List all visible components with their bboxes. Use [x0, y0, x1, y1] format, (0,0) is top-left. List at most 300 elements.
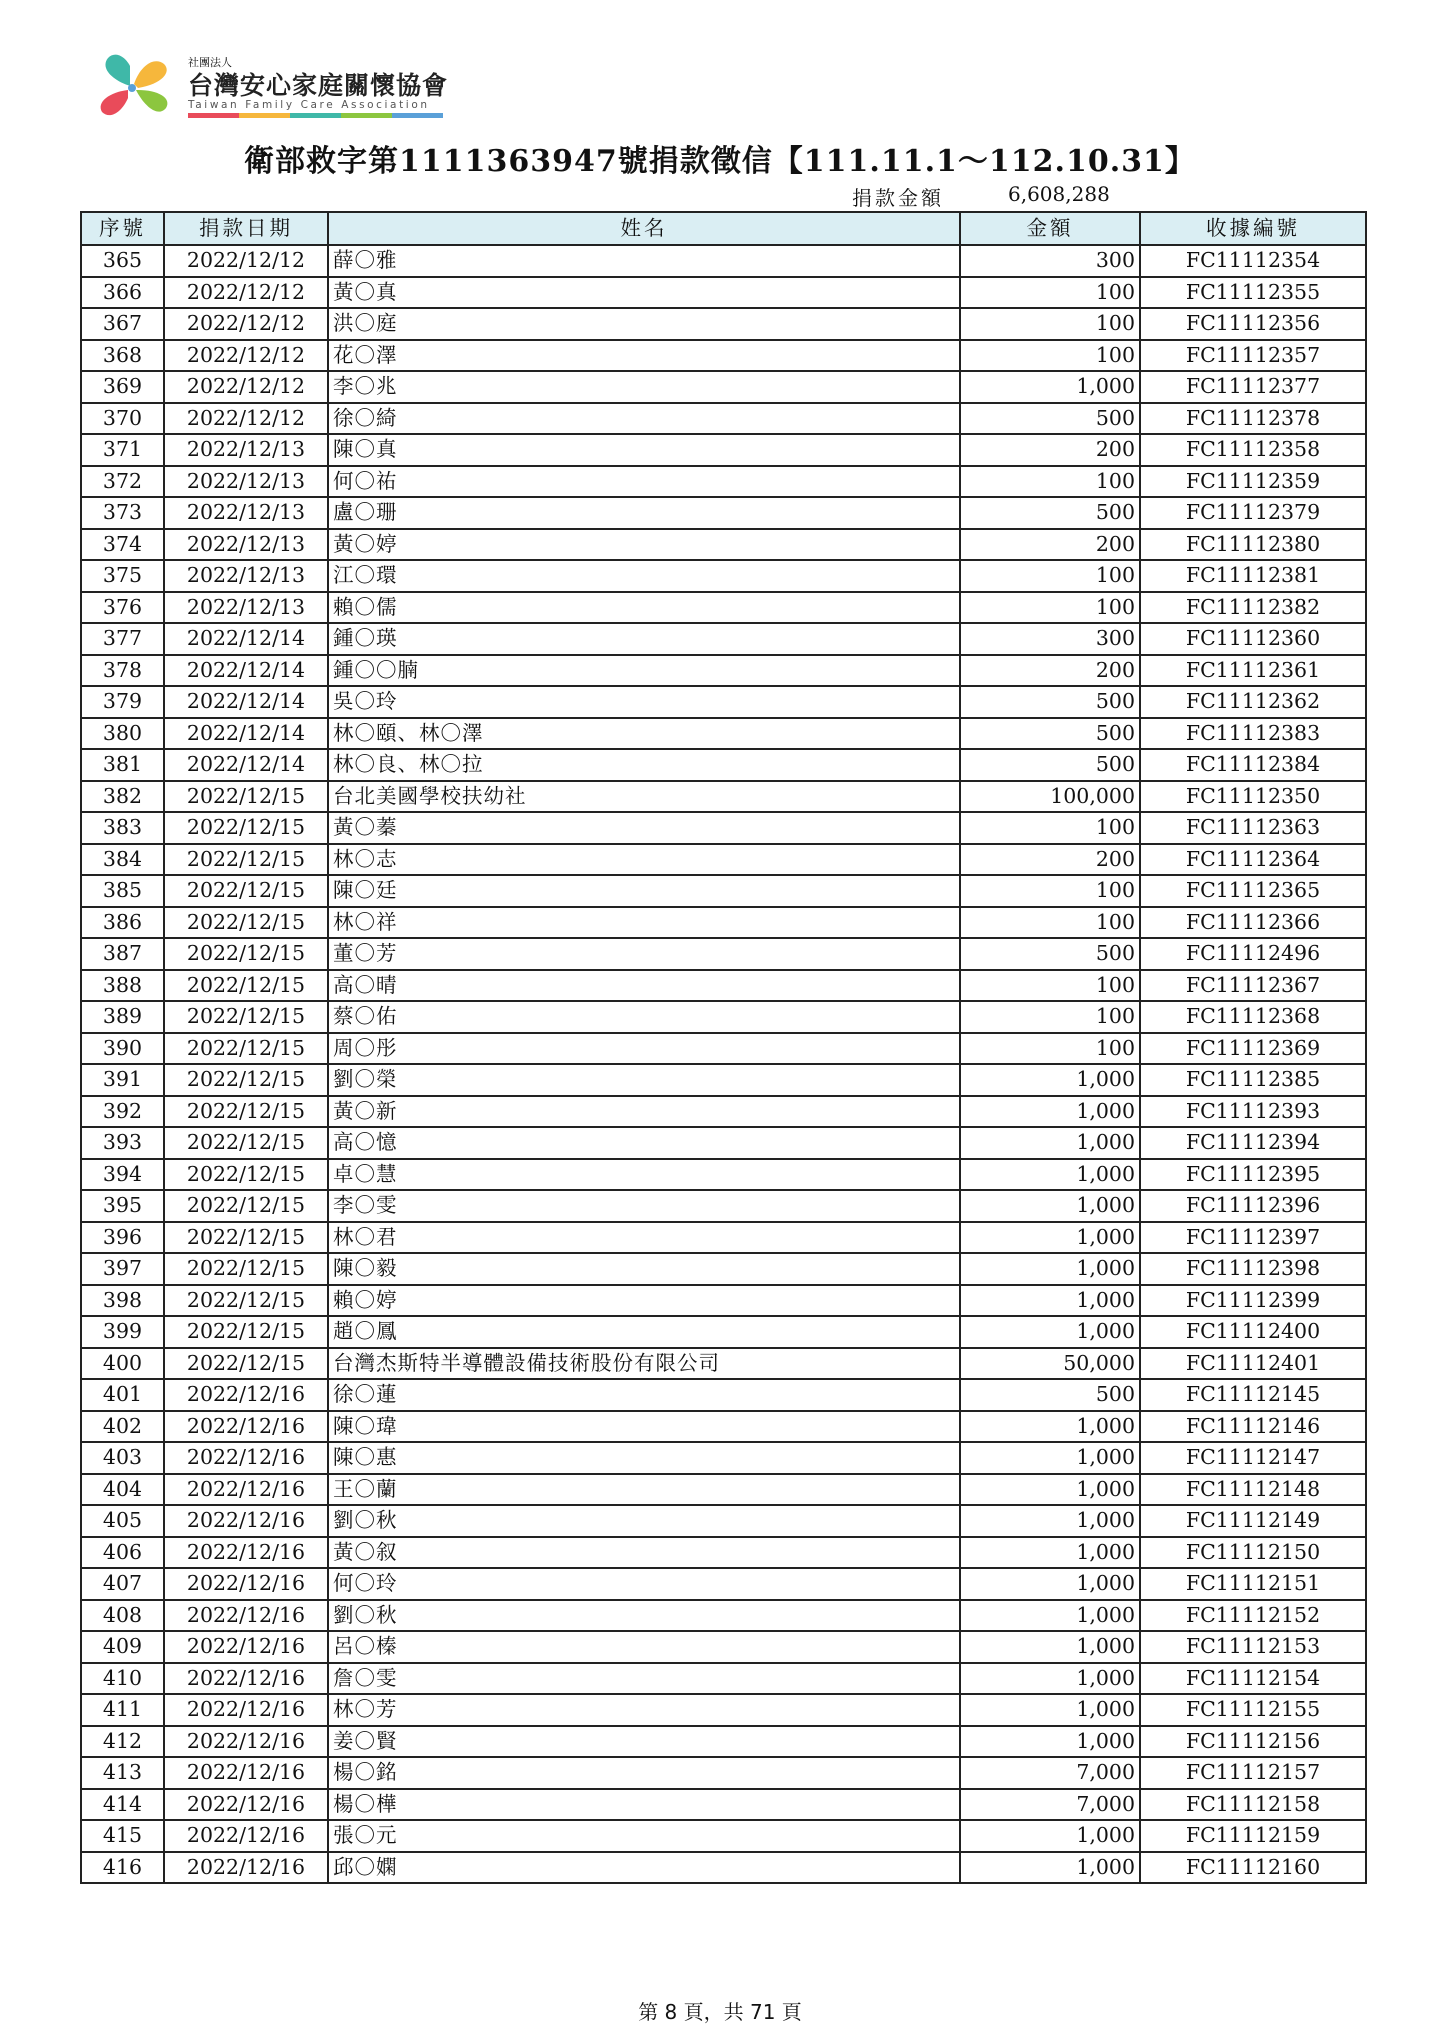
table-row: [81, 1663, 1366, 1695]
cell-date: 2022/12/15: [164, 1253, 328, 1285]
cell-amount: 1,000: [960, 1820, 1140, 1852]
cell-amount: 300: [960, 245, 1140, 277]
cell-name: 黃〇新: [328, 1096, 960, 1128]
cell-seq: 371: [81, 434, 164, 466]
cell-receipt: FC11112385: [1140, 1064, 1366, 1096]
cell-seq: 370: [81, 403, 164, 435]
cell-seq: 389: [81, 1001, 164, 1033]
heart-clover-logo-icon: [92, 50, 174, 122]
cell-receipt: FC11112360: [1140, 623, 1366, 655]
cell-name: 楊〇銘: [328, 1757, 960, 1789]
cell-date: 2022/12/14: [164, 686, 328, 718]
cell-name: 鍾〇〇腩: [328, 655, 960, 687]
cell-date: 2022/12/12: [164, 403, 328, 435]
header-seq: 序號: [81, 212, 164, 245]
cell-amount: 100: [960, 1001, 1140, 1033]
cell-amount: 100: [960, 592, 1140, 624]
cell-seq: 401: [81, 1379, 164, 1411]
cell-seq: 410: [81, 1663, 164, 1695]
cell-seq: 380: [81, 718, 164, 750]
cell-receipt: FC11112400: [1140, 1316, 1366, 1348]
cell-name: 邱〇嫻: [328, 1852, 960, 1884]
cell-seq: 386: [81, 907, 164, 939]
cell-name: 劉〇榮: [328, 1064, 960, 1096]
cell-name: 張〇元: [328, 1820, 960, 1852]
cell-date: 2022/12/15: [164, 1064, 328, 1096]
cell-amount: 200: [960, 844, 1140, 876]
table-row: [81, 970, 1366, 1002]
cell-seq: 407: [81, 1568, 164, 1600]
cell-receipt: FC11112159: [1140, 1820, 1366, 1852]
header-receipt: 收據編號: [1140, 212, 1366, 245]
cell-name: 卓〇慧: [328, 1159, 960, 1191]
table-row: [81, 1127, 1366, 1159]
table-row: [81, 1253, 1366, 1285]
cell-seq: 379: [81, 686, 164, 718]
cell-amount: 500: [960, 686, 1140, 718]
cell-amount: 1,000: [960, 1190, 1140, 1222]
cell-receipt: FC11112145: [1140, 1379, 1366, 1411]
cell-seq: 372: [81, 466, 164, 498]
table-row: [81, 1820, 1366, 1852]
cell-date: 2022/12/16: [164, 1442, 328, 1474]
cell-date: 2022/12/16: [164, 1852, 328, 1884]
table-row: [81, 340, 1366, 372]
table-row: [81, 1789, 1366, 1821]
table-row: [81, 1852, 1366, 1884]
cell-date: 2022/12/15: [164, 1222, 328, 1254]
cell-receipt: FC11112156: [1140, 1726, 1366, 1758]
cell-seq: 368: [81, 340, 164, 372]
table-row: [81, 686, 1366, 718]
cell-name: 徐〇蓮: [328, 1379, 960, 1411]
table-row: [81, 371, 1366, 403]
cell-receipt: FC11112359: [1140, 466, 1366, 498]
cell-receipt: FC11112378: [1140, 403, 1366, 435]
cell-receipt: FC11112395: [1140, 1159, 1366, 1191]
cell-receipt: FC11112382: [1140, 592, 1366, 624]
cell-date: 2022/12/14: [164, 749, 328, 781]
cell-date: 2022/12/16: [164, 1568, 328, 1600]
cell-name: 趙〇鳳: [328, 1316, 960, 1348]
cell-seq: 388: [81, 970, 164, 1002]
table-row: [81, 403, 1366, 435]
cell-name: 李〇雯: [328, 1190, 960, 1222]
cell-date: 2022/12/16: [164, 1600, 328, 1632]
cell-receipt: FC11112155: [1140, 1694, 1366, 1726]
table-row: [81, 1537, 1366, 1569]
cell-receipt: FC11112153: [1140, 1631, 1366, 1663]
cell-amount: 1,000: [960, 1663, 1140, 1695]
header-name: 姓名: [328, 212, 960, 245]
cell-amount: 100: [960, 340, 1140, 372]
cell-seq: 398: [81, 1285, 164, 1317]
cell-seq: 391: [81, 1064, 164, 1096]
table-row: [81, 277, 1366, 309]
cell-amount: 1,000: [960, 1159, 1140, 1191]
cell-receipt: FC11112496: [1140, 938, 1366, 970]
cell-name: 林〇良、林〇拉: [328, 749, 960, 781]
cell-receipt: FC11112149: [1140, 1505, 1366, 1537]
cell-date: 2022/12/15: [164, 812, 328, 844]
cell-seq: 408: [81, 1600, 164, 1632]
table-row: [81, 749, 1366, 781]
cell-name: 吳〇玲: [328, 686, 960, 718]
cell-receipt: FC11112362: [1140, 686, 1366, 718]
table-row: [81, 1096, 1366, 1128]
organization-logo: [92, 50, 452, 122]
cell-name: 洪〇庭: [328, 308, 960, 340]
cell-name: 台灣杰斯特半導體設備技術股份有限公司: [328, 1348, 960, 1380]
cell-name: 林〇芳: [328, 1694, 960, 1726]
cell-seq: 397: [81, 1253, 164, 1285]
table-row: [81, 1568, 1366, 1600]
cell-amount: 1,000: [960, 1726, 1140, 1758]
cell-seq: 402: [81, 1411, 164, 1443]
cell-date: 2022/12/13: [164, 529, 328, 561]
cell-receipt: FC11112152: [1140, 1600, 1366, 1632]
cell-name: 劉〇秋: [328, 1600, 960, 1632]
cell-receipt: FC11112157: [1140, 1757, 1366, 1789]
cell-amount: 300: [960, 623, 1140, 655]
brand-color-bar: [188, 113, 443, 118]
cell-date: 2022/12/13: [164, 497, 328, 529]
table-row: [81, 529, 1366, 561]
table-row: [81, 1757, 1366, 1789]
cell-seq: 369: [81, 371, 164, 403]
cell-seq: 395: [81, 1190, 164, 1222]
cell-name: 徐〇綺: [328, 403, 960, 435]
cell-receipt: FC11112379: [1140, 497, 1366, 529]
cell-seq: 366: [81, 277, 164, 309]
org-name: 台灣安心家庭關懷協會: [188, 71, 449, 100]
cell-name: 黃〇蓁: [328, 812, 960, 844]
cell-amount: 50,000: [960, 1348, 1140, 1380]
table-row: [81, 781, 1366, 813]
cell-date: 2022/12/12: [164, 308, 328, 340]
table-row: [81, 1190, 1366, 1222]
cell-date: 2022/12/15: [164, 1033, 328, 1065]
table-row: [81, 466, 1366, 498]
cell-name: 黃〇真: [328, 277, 960, 309]
cell-receipt: FC11112398: [1140, 1253, 1366, 1285]
cell-name: 高〇憶: [328, 1127, 960, 1159]
cell-receipt: FC11112361: [1140, 655, 1366, 687]
cell-date: 2022/12/16: [164, 1694, 328, 1726]
page-footer: 第 8 頁，共 71 頁: [638, 2000, 802, 2024]
cell-date: 2022/12/12: [164, 245, 328, 277]
cell-receipt: FC11112393: [1140, 1096, 1366, 1128]
cell-receipt: FC11112369: [1140, 1033, 1366, 1065]
table-row: [81, 592, 1366, 624]
cell-name: 蔡〇佑: [328, 1001, 960, 1033]
cell-amount: 100: [960, 907, 1140, 939]
table-row: [81, 1285, 1366, 1317]
table-row: [81, 1001, 1366, 1033]
cell-amount: 1,000: [960, 1631, 1140, 1663]
cell-amount: 1,000: [960, 1537, 1140, 1569]
table-row: [81, 308, 1366, 340]
cell-date: 2022/12/16: [164, 1379, 328, 1411]
table-row: [81, 497, 1366, 529]
cell-receipt: FC11112377: [1140, 371, 1366, 403]
cell-receipt: FC11112160: [1140, 1852, 1366, 1884]
cell-name: 董〇芳: [328, 938, 960, 970]
cell-date: 2022/12/13: [164, 560, 328, 592]
table-row: [81, 718, 1366, 750]
cell-amount: 1,000: [960, 1852, 1140, 1884]
cell-seq: 377: [81, 623, 164, 655]
donation-total-label: 捐款金額: [852, 186, 944, 210]
cell-receipt: FC11112350: [1140, 781, 1366, 813]
cell-amount: 500: [960, 403, 1140, 435]
cell-name: 陳〇瑋: [328, 1411, 960, 1443]
cell-receipt: FC11112401: [1140, 1348, 1366, 1380]
cell-amount: 100: [960, 970, 1140, 1002]
cell-name: 詹〇雯: [328, 1663, 960, 1695]
cell-date: 2022/12/15: [164, 970, 328, 1002]
table-row: [81, 1033, 1366, 1065]
cell-date: 2022/12/16: [164, 1631, 328, 1663]
cell-amount: 7,000: [960, 1789, 1140, 1821]
cell-receipt: FC11112357: [1140, 340, 1366, 372]
table-row: [81, 1411, 1366, 1443]
cell-receipt: FC11112151: [1140, 1568, 1366, 1600]
cell-date: 2022/12/16: [164, 1505, 328, 1537]
cell-name: 楊〇樺: [328, 1789, 960, 1821]
cell-date: 2022/12/14: [164, 655, 328, 687]
cell-name: 王〇蘭: [328, 1474, 960, 1506]
cell-seq: 403: [81, 1442, 164, 1474]
table-row: [81, 623, 1366, 655]
cell-name: 何〇玲: [328, 1568, 960, 1600]
table-row: [81, 1694, 1366, 1726]
cell-seq: 406: [81, 1537, 164, 1569]
cell-amount: 500: [960, 718, 1140, 750]
org-name-english: Taiwan Family Care Association: [188, 99, 430, 111]
cell-seq: 405: [81, 1505, 164, 1537]
cell-name: 周〇彤: [328, 1033, 960, 1065]
cell-seq: 390: [81, 1033, 164, 1065]
cell-name: 呂〇榛: [328, 1631, 960, 1663]
cell-amount: 1,000: [960, 1411, 1140, 1443]
cell-amount: 500: [960, 749, 1140, 781]
cell-receipt: FC11112358: [1140, 434, 1366, 466]
cell-seq: 382: [81, 781, 164, 813]
cell-seq: 416: [81, 1852, 164, 1884]
cell-date: 2022/12/16: [164, 1789, 328, 1821]
cell-seq: 411: [81, 1694, 164, 1726]
cell-amount: 500: [960, 1379, 1140, 1411]
cell-name: 何〇祐: [328, 466, 960, 498]
cell-seq: 412: [81, 1726, 164, 1758]
cell-seq: 393: [81, 1127, 164, 1159]
cell-seq: 404: [81, 1474, 164, 1506]
cell-seq: 383: [81, 812, 164, 844]
cell-receipt: FC11112147: [1140, 1442, 1366, 1474]
brand-color-segment: [290, 113, 341, 118]
brand-color-segment: [341, 113, 392, 118]
cell-date: 2022/12/15: [164, 1127, 328, 1159]
cell-seq: 413: [81, 1757, 164, 1789]
cell-date: 2022/12/12: [164, 340, 328, 372]
cell-name: 黃〇婷: [328, 529, 960, 561]
cell-seq: 375: [81, 560, 164, 592]
table-row: [81, 938, 1366, 970]
cell-amount: 100: [960, 875, 1140, 907]
cell-receipt: FC11112158: [1140, 1789, 1366, 1821]
cell-seq: 385: [81, 875, 164, 907]
brand-color-segment: [392, 113, 443, 118]
cell-date: 2022/12/12: [164, 371, 328, 403]
cell-amount: 500: [960, 938, 1140, 970]
cell-receipt: FC11112364: [1140, 844, 1366, 876]
cell-receipt: FC11112399: [1140, 1285, 1366, 1317]
cell-seq: 384: [81, 844, 164, 876]
cell-date: 2022/12/14: [164, 623, 328, 655]
cell-date: 2022/12/13: [164, 434, 328, 466]
cell-name: 林〇祥: [328, 907, 960, 939]
cell-date: 2022/12/13: [164, 466, 328, 498]
table-row: [81, 844, 1366, 876]
cell-receipt: FC11112354: [1140, 245, 1366, 277]
cell-amount: 100: [960, 277, 1140, 309]
table-row: [81, 1505, 1366, 1537]
table-row: [81, 655, 1366, 687]
cell-amount: 1,000: [960, 1694, 1140, 1726]
cell-date: 2022/12/15: [164, 1001, 328, 1033]
cell-amount: 1,000: [960, 1505, 1140, 1537]
table-row: [81, 1379, 1366, 1411]
cell-amount: 100: [960, 1033, 1140, 1065]
table-row: [81, 1064, 1366, 1096]
cell-receipt: FC11112363: [1140, 812, 1366, 844]
cell-receipt: FC11112380: [1140, 529, 1366, 561]
cell-amount: 1,000: [960, 1442, 1140, 1474]
page-title: 衛部救字第1111363947號捐款徵信【111.11.1～112.10.31】: [244, 144, 1196, 179]
cell-seq: 392: [81, 1096, 164, 1128]
cell-receipt: FC11112154: [1140, 1663, 1366, 1695]
cell-seq: 373: [81, 497, 164, 529]
table-row: [81, 907, 1366, 939]
cell-date: 2022/12/15: [164, 781, 328, 813]
cell-name: 鍾〇瑛: [328, 623, 960, 655]
cell-receipt: FC11112365: [1140, 875, 1366, 907]
cell-receipt: FC11112383: [1140, 718, 1366, 750]
cell-date: 2022/12/16: [164, 1757, 328, 1789]
cell-date: 2022/12/15: [164, 1096, 328, 1128]
table-row: [81, 1442, 1366, 1474]
table-row: [81, 1600, 1366, 1632]
cell-receipt: FC11112146: [1140, 1411, 1366, 1443]
cell-amount: 1,000: [960, 1222, 1140, 1254]
cell-receipt: FC11112148: [1140, 1474, 1366, 1506]
cell-seq: 394: [81, 1159, 164, 1191]
cell-date: 2022/12/16: [164, 1726, 328, 1758]
cell-seq: 378: [81, 655, 164, 687]
table-row: [81, 1348, 1366, 1380]
cell-date: 2022/12/16: [164, 1411, 328, 1443]
cell-name: 花〇澤: [328, 340, 960, 372]
table-row: [81, 434, 1366, 466]
header-amount: 金額: [960, 212, 1140, 245]
cell-name: 姜〇賢: [328, 1726, 960, 1758]
donation-table: [80, 211, 1367, 1884]
cell-receipt: FC11112367: [1140, 970, 1366, 1002]
cell-date: 2022/12/14: [164, 718, 328, 750]
cell-date: 2022/12/15: [164, 1190, 328, 1222]
cell-name: 黃〇叙: [328, 1537, 960, 1569]
cell-receipt: FC11112150: [1140, 1537, 1366, 1569]
cell-name: 江〇環: [328, 560, 960, 592]
cell-date: 2022/12/15: [164, 1316, 328, 1348]
org-prefix: 社團法人: [188, 56, 232, 69]
cell-amount: 200: [960, 655, 1140, 687]
cell-date: 2022/12/15: [164, 1285, 328, 1317]
cell-name: 陳〇惠: [328, 1442, 960, 1474]
cell-name: 陳〇真: [328, 434, 960, 466]
cell-date: 2022/12/16: [164, 1663, 328, 1695]
cell-receipt: FC11112397: [1140, 1222, 1366, 1254]
cell-seq: 399: [81, 1316, 164, 1348]
brand-color-segment: [188, 113, 239, 118]
cell-amount: 100,000: [960, 781, 1140, 813]
cell-receipt: FC11112366: [1140, 907, 1366, 939]
cell-seq: 414: [81, 1789, 164, 1821]
cell-date: 2022/12/15: [164, 1348, 328, 1380]
cell-seq: 374: [81, 529, 164, 561]
table-row: [81, 812, 1366, 844]
cell-name: 台北美國學校扶幼社: [328, 781, 960, 813]
cell-receipt: FC11112396: [1140, 1190, 1366, 1222]
cell-date: 2022/12/16: [164, 1820, 328, 1852]
table-row: [81, 560, 1366, 592]
cell-amount: 1,000: [960, 1127, 1140, 1159]
table-row: [81, 1316, 1366, 1348]
cell-amount: 1,000: [960, 1064, 1140, 1096]
cell-amount: 7,000: [960, 1757, 1140, 1789]
cell-date: 2022/12/16: [164, 1474, 328, 1506]
cell-name: 賴〇儒: [328, 592, 960, 624]
cell-date: 2022/12/15: [164, 907, 328, 939]
cell-amount: 1,000: [960, 1568, 1140, 1600]
cell-name: 薛〇雅: [328, 245, 960, 277]
cell-name: 林〇頤、林〇澤: [328, 718, 960, 750]
cell-amount: 100: [960, 560, 1140, 592]
table-row: [81, 1474, 1366, 1506]
cell-date: 2022/12/15: [164, 938, 328, 970]
cell-amount: 1,000: [960, 1285, 1140, 1317]
donation-total-value: 6,608,288: [1008, 182, 1110, 206]
cell-amount: 1,000: [960, 1474, 1140, 1506]
cell-name: 賴〇婷: [328, 1285, 960, 1317]
cell-date: 2022/12/13: [164, 592, 328, 624]
cell-name: 李〇兆: [328, 371, 960, 403]
cell-seq: 381: [81, 749, 164, 781]
cell-seq: 376: [81, 592, 164, 624]
cell-seq: 365: [81, 245, 164, 277]
cell-name: 陳〇毅: [328, 1253, 960, 1285]
cell-receipt: FC11112381: [1140, 560, 1366, 592]
header-date: 捐款日期: [164, 212, 328, 245]
cell-receipt: FC11112355: [1140, 277, 1366, 309]
cell-seq: 367: [81, 308, 164, 340]
table-row: [81, 875, 1366, 907]
cell-name: 陳〇廷: [328, 875, 960, 907]
cell-seq: 409: [81, 1631, 164, 1663]
cell-amount: 500: [960, 497, 1140, 529]
cell-name: 高〇晴: [328, 970, 960, 1002]
